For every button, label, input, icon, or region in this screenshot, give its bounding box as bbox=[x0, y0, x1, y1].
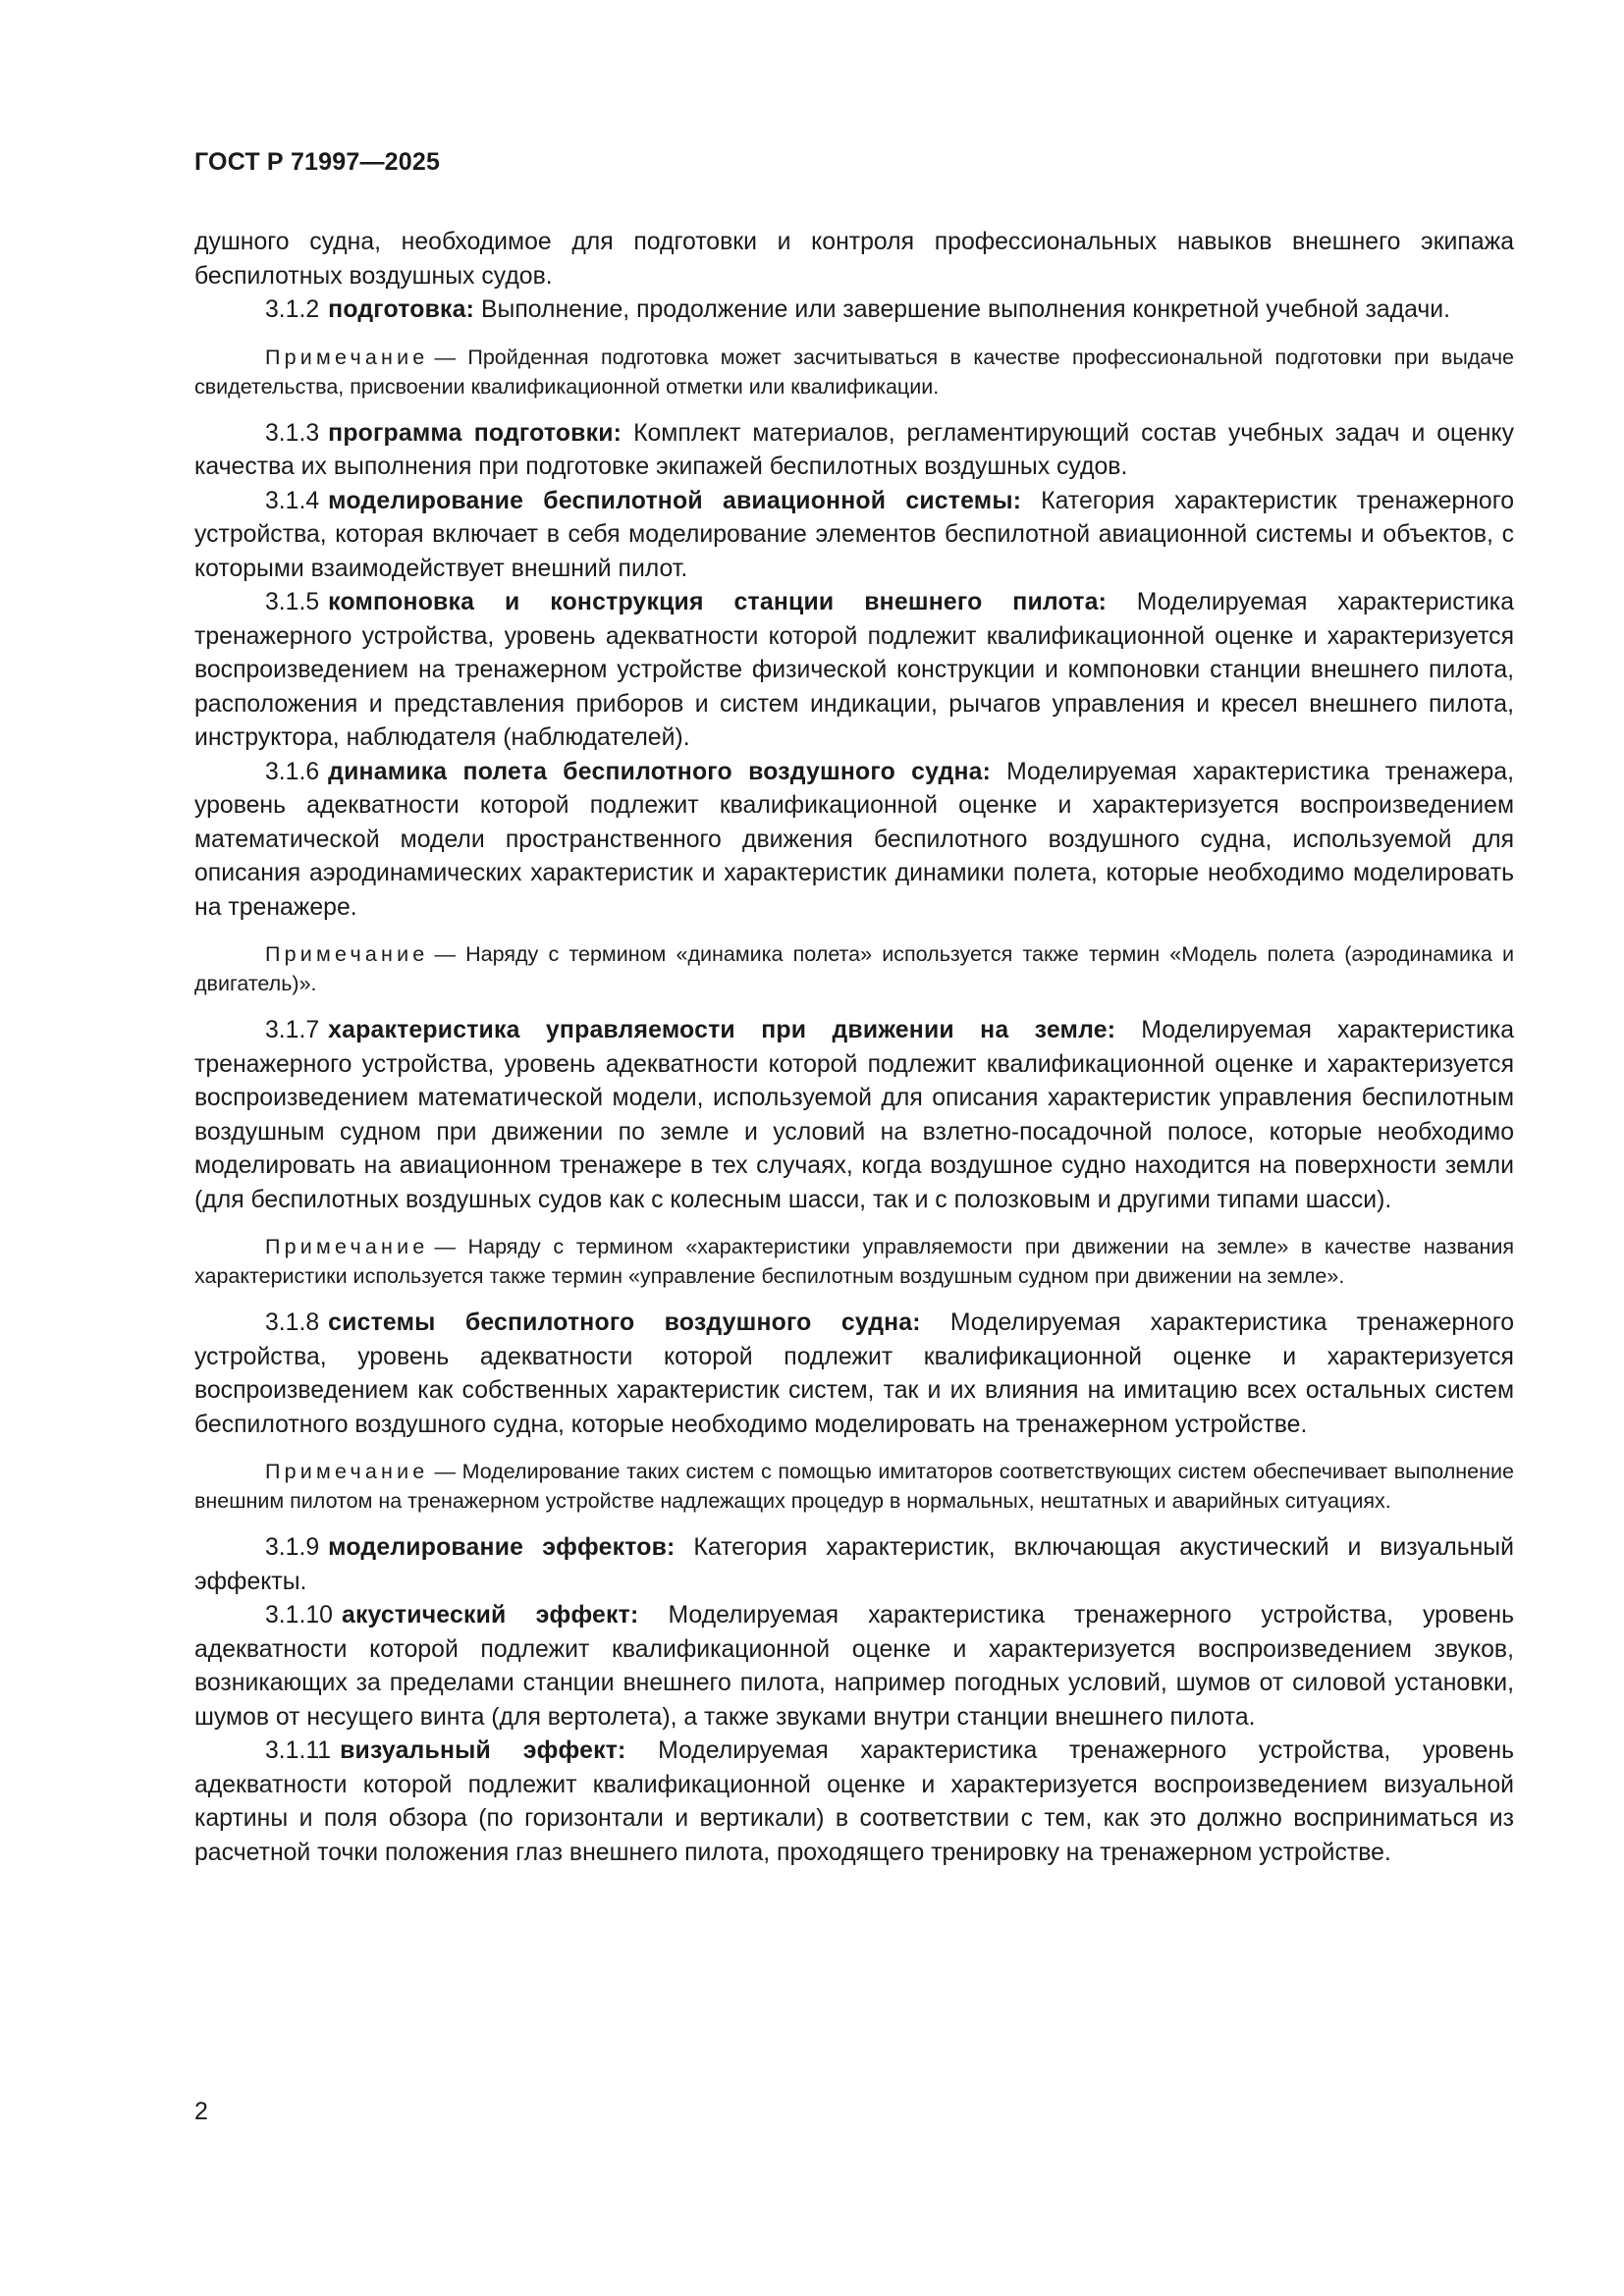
definition-term: компоновка и конструкция станции внешнего пилота: bbox=[328, 589, 1108, 615]
definition-number: 3.1.9 bbox=[265, 1534, 320, 1561]
note-label: Примечание bbox=[265, 942, 429, 966]
note-label: Примечание bbox=[265, 1460, 429, 1483]
definition-number: 3.1.4 bbox=[265, 487, 320, 514]
definition-entry bbox=[194, 1307, 1514, 1442]
definition-number: 3.1.8 bbox=[265, 1309, 320, 1336]
note-dash: — bbox=[434, 345, 456, 369]
definition-note bbox=[194, 1232, 1514, 1291]
note-text: Пройденная подготовка может засчитываться в качестве профессиональной подготовки при выдаче свидетельства, присвоении квалификационной отметки или квалификации. bbox=[194, 345, 1514, 399]
note-label: Примечание bbox=[265, 345, 429, 369]
definition-term: системы беспилотного воздушного судна: bbox=[328, 1309, 921, 1336]
document-body bbox=[194, 226, 1514, 1870]
note-dash: — bbox=[434, 942, 456, 966]
note-dash: — bbox=[434, 1235, 456, 1258]
definition-text: Моделируемая характеристика тренажерного устройства, уровень адекватности которой подлежит квалификационной оценке и характеризуется воспроизведением звуков, возникающих за пределами станции внешнего пилота, например погодных условий, шумов от силовой установки, шумов от несущего винта (для вертолета), а также звуками внутри станции внешнего пилота. bbox=[194, 1602, 1515, 1731]
definition-entry bbox=[194, 1735, 1514, 1870]
definition-entry bbox=[194, 1531, 1514, 1599]
definition-text: Моделируемая характеристика тренажерного устройства, уровень адекватности которой подлежит квалификационной оценке и характеризуется воспроизведением математической модели, используемой для описания характеристик управления беспилотным воздушным судном при движении по земле и условий на взлетно-посадочной полосе, которые необходимо моделировать на авиационном тренажере в тех случаях, когда воздушное судно находится на поверхности земли (для беспилотных воздушных судов как с колесным шасси, так и с полозковым и другими типами шасси). bbox=[194, 1017, 1514, 1213]
definition-text: Моделируемая характеристика тренажерного устройства, уровень адекватности которой подлежит квалификационной оценке и характеризуется воспроизведением как собственных характеристик систем, так и их влияния на имитацию всех остальных систем беспилотного воздушного судна, которые необходимо моделировать на тренажерном устройстве. bbox=[194, 1309, 1515, 1438]
definitions-list bbox=[194, 294, 1514, 1870]
definition-note bbox=[194, 1457, 1514, 1516]
definition-entry bbox=[194, 294, 1514, 328]
definition-term: подготовка: bbox=[328, 296, 475, 323]
note-label: Примечание bbox=[265, 1235, 429, 1258]
definition-text: Комплект материалов, регламентирующий состав учебных задач и оценку качества их выполнения при подготовке экипажей беспилотных воздушных судов. bbox=[194, 419, 1514, 480]
definition-text: Моделируемая характеристика тренажера, уровень адекватности которой подлежит квалификационной оценке и характеризуется воспроизведением математической модели пространственного движения беспилотного воздушного судна, используемой для описания аэродинамических характеристик и характеристик динамики полета, которые необходимо моделировать на тренажере. bbox=[194, 758, 1514, 921]
definition-entry bbox=[194, 586, 1514, 756]
definition-note bbox=[194, 343, 1514, 401]
intro-paragraph: душного судна, необходимое для подготовки и контроля профессиональных навыков внешнего экипажа беспилотных воздушных судов. bbox=[194, 229, 1514, 290]
definition-entry bbox=[194, 485, 1514, 587]
definition-number: 3.1.2 bbox=[265, 296, 320, 323]
definition-number: 3.1.10 bbox=[265, 1602, 333, 1629]
definition-entry bbox=[194, 1599, 1514, 1735]
note-text: Моделирование таких систем с помощью имитаторов соответствующих систем обеспечивает выполнение внешним пилотом на тренажерном устройстве надлежащих процедур в нормальных, нештатных и аварийных ситуациях. bbox=[194, 1460, 1514, 1513]
definition-entry bbox=[194, 756, 1514, 926]
note-text: Наряду с термином «динамика полета» используется также термин «Модель полета (аэродинамика и двигатель)». bbox=[194, 942, 1514, 995]
definition-number: 3.1.11 bbox=[265, 1737, 332, 1764]
definition-entry bbox=[194, 1014, 1514, 1217]
definition-text: Категория характеристик тренажерного устройства, которая включает в себя моделирование элементов беспилотной авиационной системы и объектов, с которыми взаимодействует внешний пилот. bbox=[194, 487, 1515, 582]
definition-term: акустический эффект: bbox=[341, 1602, 639, 1629]
definition-term: динамика полета беспилотного воздушного судна: bbox=[328, 758, 992, 785]
definition-text: Моделируемая характеристика тренажерного устройства, уровень адекватности которой подлежит квалификационной оценке и характеризуется воспроизведением на тренажерном устройстве физической конструкции и компоновки станции внешнего пилота, расположения и представления приборов и систем индикации, рычагов управления и кресел внешнего пилота, инструктора, наблюдателя (наблюдателей). bbox=[194, 589, 1514, 751]
note-text: Наряду с термином «характеристики управляемости при движении на земле» в качестве названия характеристики используется также термин «управление беспилотным воздушным судном при движении на земле». bbox=[194, 1235, 1514, 1288]
definition-term: моделирование эффектов: bbox=[328, 1534, 676, 1561]
definition-entry bbox=[194, 417, 1514, 485]
definition-number: 3.1.5 bbox=[265, 589, 320, 615]
definition-number: 3.1.3 bbox=[265, 419, 320, 447]
definition-term: программа подготовки: bbox=[328, 419, 623, 447]
definition-text: Моделируемая характеристика тренажерного устройства, уровень адекватности которой подлежит квалификационной оценке и характеризуется воспроизведением визуальной картины и поля обзора (по горизонтали и вертикали) в соответствии с тем, как это должно восприниматься из расчетной точки положения глаз внешнего пилота, проходящего тренировку на тренажерном устройстве. bbox=[194, 1737, 1515, 1866]
definition-text: Категория характеристик, включающая акустический и визуальный эффекты. bbox=[194, 1534, 1514, 1595]
page-number: 2 bbox=[194, 2098, 208, 2125]
definition-term: визуальный эффект: bbox=[340, 1737, 626, 1764]
note-dash: — bbox=[434, 1460, 456, 1483]
definition-note bbox=[194, 939, 1514, 998]
definition-number: 3.1.7 bbox=[265, 1017, 320, 1043]
definition-term: характеристика управляемости при движении на земле: bbox=[328, 1017, 1116, 1043]
document-header: ГОСТ Р 71997—2025 bbox=[194, 148, 441, 176]
definition-term: моделирование беспилотной авиационной системы: bbox=[328, 487, 1022, 514]
definition-number: 3.1.6 bbox=[265, 758, 320, 785]
definition-text: Выполнение, продолжение или завершение выполнения конкретной учебной задачи. bbox=[480, 296, 1451, 323]
